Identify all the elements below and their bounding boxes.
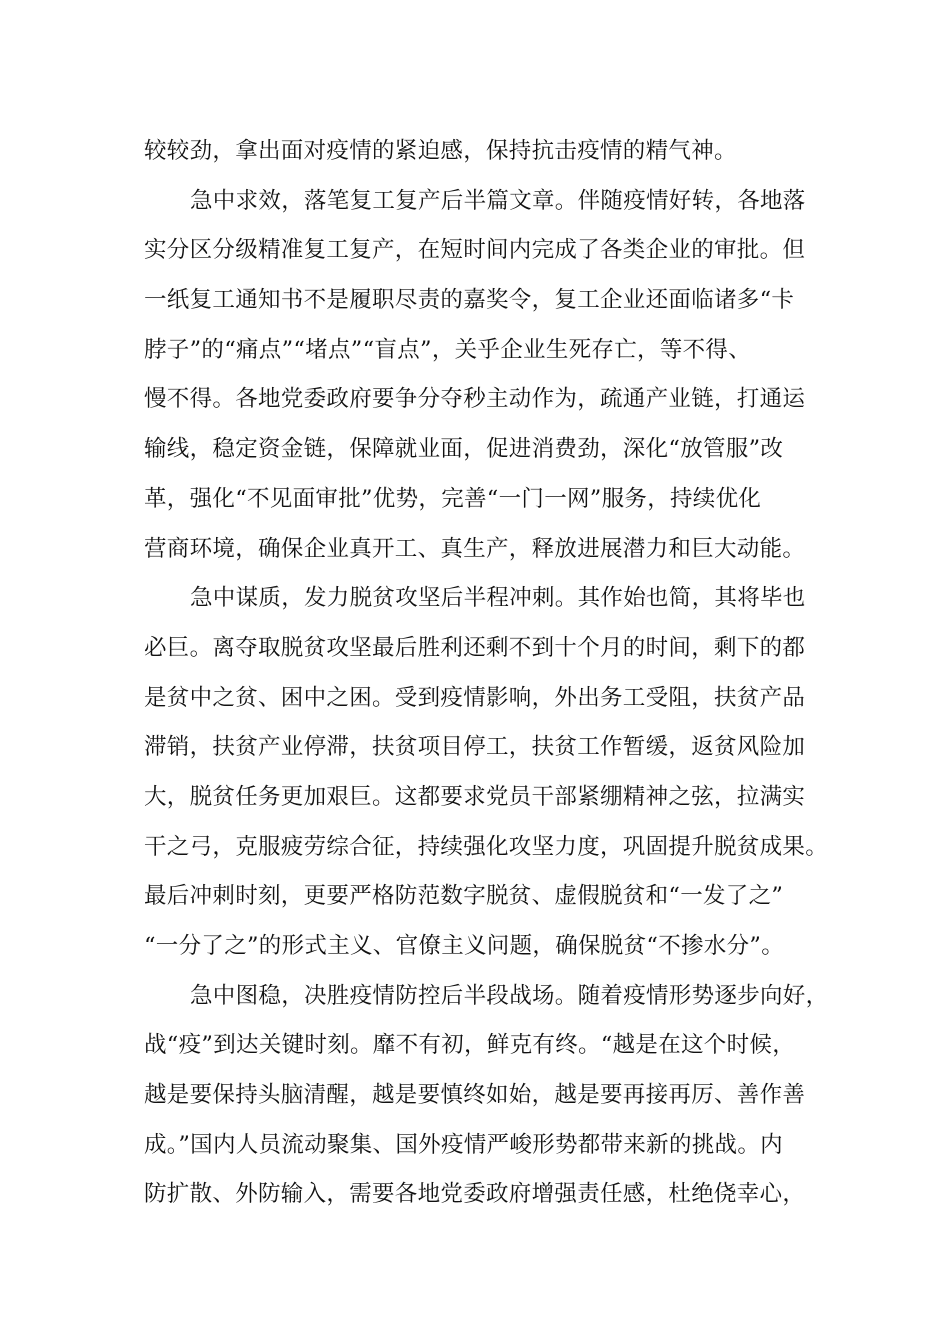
body-text — [144, 127, 829, 1220]
text-line: 滞销，扶贫产业停滞，扶贫项目停工，扶贫工作暂缓，返贫风险加 — [144, 734, 806, 761]
text-line: 大，脱贫任务更加艰巨。这都要求党员干部紧绷精神之弦，拉满实 — [144, 783, 806, 810]
text-line: 较较劲，拿出面对疫情的紧迫感，保持抗击疫情的精气神。 — [144, 138, 737, 164]
text-line: “一分了之”的形式主义、官僚主义问题，确保脱贫“不掺水分”。 — [144, 933, 785, 959]
text-line: 输线，稳定资金链，保障就业面，促进消费劲，深化“放管服”改 — [144, 436, 784, 463]
text-line: 防扩散、外防输入，需要各地党委政府增强责任感，杜绝侥幸心， — [144, 1181, 806, 1208]
text-line: 慢不得。各地党委政府要争分夺秒主动作为，疏通产业链，打通运 — [144, 386, 806, 413]
text-line: 实分区分级精准复工复产，在短时间内完成了各类企业的审批。但 — [144, 237, 806, 264]
paragraph-first-line: 急中图稳，决胜疫情防控后半段战场。随着疫情形势逐步向好， — [190, 982, 829, 1009]
text-line: 干之弓，克服疲劳综合征，持续强化攻坚力度，巩固提升脱贫成果。 — [144, 833, 829, 860]
text-line: 革，强化“不见面审批”优势，完善“一门一网”服务，持续优化 — [144, 485, 762, 512]
text-line: 脖子”的“痛点”“堵点”“盲点”，关乎企业生死存亡，等不得、 — [144, 336, 752, 363]
text-line: 成。”国内人员流动聚集、国外疫情严峻形势都带来新的挑战。内 — [144, 1131, 783, 1158]
text-line: 是贫中之贫、困中之困。受到疫情影响，外出务工受阻，扶贫产品 — [144, 684, 806, 711]
text-line: 营商环境，确保企业真开工、真生产，释放进展潜力和巨大动能。 — [144, 535, 806, 562]
text-line: 一纸复工通知书不是履职尽责的嘉奖令，复工企业还面临诸多“卡 — [144, 287, 795, 314]
text-line: 最后冲刺时刻，更要严格防范数字脱贫、虚假脱贫和“一发了之” — [144, 883, 784, 910]
text-line: 越是要保持头脑清醒，越是要慎终如始，越是要再接再厉、善作善 — [144, 1082, 806, 1109]
text-line: 战“疫”到达关键时刻。靡不有初，鲜克有终。“越是在这个时候， — [144, 1032, 796, 1059]
paragraph-first-line: 急中谋质，发力脱贫攻坚后半程冲刺。其作始也简，其将毕也 — [190, 585, 806, 612]
paragraph-first-line: 急中求效，落笔复工复产后半篇文章。伴随疫情好转，各地落 — [190, 187, 806, 214]
text-line: 必巨。离夺取脱贫攻坚最后胜利还剩不到十个月的时间，剩下的都 — [144, 634, 806, 661]
